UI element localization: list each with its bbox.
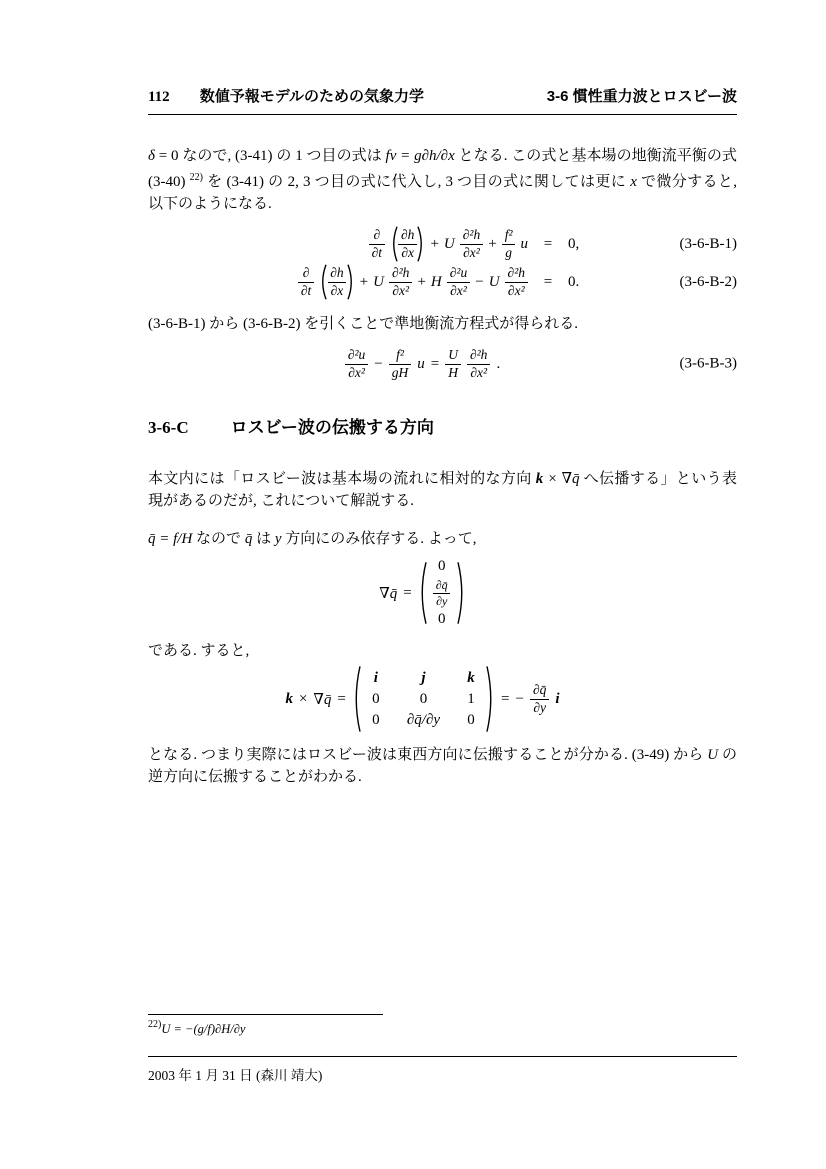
operator: −	[374, 355, 383, 372]
symbol-U: U	[488, 273, 500, 290]
book-title: 数値予報モデルのための気象力学	[199, 88, 424, 105]
equation-rhs: 0,	[568, 235, 580, 252]
equation-label: (3-6-B-1)	[679, 235, 737, 252]
right-paren	[347, 264, 355, 300]
equation-lhs	[148, 264, 528, 300]
nabla-qbar: ∇q̄	[313, 691, 332, 708]
equation-lhs	[148, 226, 528, 262]
operator: +	[417, 273, 426, 290]
fraction: $\frac{\text{f²}}{gH}$	[389, 347, 412, 380]
inline-math-y: y	[274, 531, 282, 547]
symbol-U: U	[373, 273, 384, 290]
period: .	[496, 355, 501, 372]
equals-sign: =	[501, 690, 510, 707]
paren-group	[319, 264, 354, 300]
chapter-title: 3-6 慣性重力波とロスビー波	[546, 88, 737, 105]
paragraph-section-intro	[148, 468, 737, 512]
section-heading	[148, 413, 737, 438]
paragraph-derivation	[148, 313, 737, 335]
operator: +	[359, 273, 369, 290]
text-run: を (3-41) の 2, 3 つ目の式に代入し, 3 つ目の式に関しては更に	[202, 174, 631, 190]
inline-math-qbar: q̄	[244, 531, 253, 547]
equation-grad-q	[148, 560, 737, 626]
fraction: $\frac{\partial h}{\partial x}$	[398, 227, 417, 260]
minus-sign: −	[515, 690, 524, 707]
equals-sign: =	[337, 690, 346, 707]
text-run: へ伝播する」という表現があるのだが, これについて解説する.	[148, 471, 737, 509]
footnote-marker: 22)	[148, 1019, 162, 1030]
symbol-k-vector: k	[285, 690, 293, 707]
fraction: $\frac{\partial}{\partial t}$	[369, 227, 385, 260]
fraction: $\frac{\text{∂²u}}{\text{∂x²}}$	[345, 347, 368, 380]
inline-math-fv: fv = g∂h/∂x	[385, 148, 455, 164]
equals-sign: =	[430, 355, 440, 372]
column-vector	[418, 558, 466, 628]
fraction: $\frac{\text{∂²h}}{\text{∂x²}}$	[505, 265, 528, 298]
fraction: $\frac{U}{H}$	[445, 347, 461, 380]
text-run: となる. この式と基本場の地衡流平衡の式 (3-40)	[148, 148, 737, 190]
determinant-matrix	[352, 665, 495, 733]
paren-group	[390, 226, 425, 262]
inline-math-k: k	[535, 471, 544, 487]
operator: −	[475, 273, 484, 290]
matrix-cell: k	[467, 669, 475, 686]
equation-3-6-B-3	[148, 343, 737, 385]
nabla-qbar: ∇q̄	[379, 585, 398, 602]
left-paren	[418, 561, 427, 625]
text-run: = 0 なので, (3-41) の 1 つ目の式は	[154, 148, 386, 164]
matrix-cell: 0	[467, 711, 475, 728]
matrix-cell: 0	[372, 711, 380, 728]
paragraph-intro	[148, 145, 737, 215]
fraction: $\frac{\partial h}{\partial x}$	[327, 265, 346, 298]
right-paren	[486, 665, 495, 733]
text-run: となる. つまり実際にはロスビー波は東西方向に伝搬することが分かる. (3-49) から	[148, 747, 708, 763]
equals-sign: =	[403, 584, 412, 601]
footnote-math: U = −(g/f)∂H/∂y	[161, 1022, 246, 1036]
symbol-U: U	[443, 235, 455, 252]
page-header	[148, 85, 737, 115]
symbol-i-vector: i	[555, 690, 560, 707]
paragraph-qbar	[148, 528, 737, 550]
inline-math-qbar-def: q̄ = f/H	[148, 531, 193, 547]
right-paren	[417, 226, 425, 262]
matrix-cell: ∂q̄/∂y	[406, 711, 441, 728]
equals-sign: =	[543, 235, 553, 252]
vector-entries	[427, 558, 457, 628]
times-sign: ×	[298, 690, 308, 707]
matrix-cell: 1	[467, 690, 475, 707]
fraction: $\frac{\text{f²}}{g}$	[502, 227, 516, 260]
equals-sign: =	[543, 273, 553, 290]
fraction: $\frac{\partial q̄}{\partial y}$	[433, 578, 451, 608]
matrix-cell: j	[421, 669, 426, 686]
operator: +	[488, 235, 497, 252]
left-paren	[319, 264, 327, 300]
fraction: $\frac{\text{∂²u}}{\text{∂x²}}$	[447, 265, 470, 298]
matrix-cell: i	[373, 669, 378, 686]
vector-entry: 0	[437, 610, 446, 627]
footer-date-author: 2003 年 1 月 31 日 (森川 靖大)	[148, 1068, 323, 1083]
text-run: 方向にのみ依存する. よって,	[281, 531, 477, 547]
text-run: なので	[192, 531, 245, 547]
text-run: 本文内には「ロスビー波は基本場の流れに相対的な方向	[148, 471, 536, 487]
equation-3-6-B-1	[148, 225, 737, 263]
inline-math-delta: δ	[148, 148, 155, 164]
matrix-cell: 0	[372, 690, 380, 707]
fraction: $\frac{\text{∂²h}}{\text{∂x²}}$	[460, 227, 483, 260]
fraction: $\frac{\text{∂²h}}{\text{∂x²}}$	[389, 265, 412, 298]
vector-entry: 0	[437, 558, 446, 575]
equation-label: (3-6-B-3)	[679, 355, 737, 372]
page-footer	[148, 1056, 737, 1084]
fraction: $\frac{\partial}{\partial t}$	[298, 265, 314, 298]
operator: +	[430, 235, 439, 252]
equation-cross-product	[148, 664, 737, 734]
section-title: ロスビー波の伝搬する方向	[230, 418, 434, 437]
page-number: 112	[148, 89, 170, 105]
page-content	[148, 85, 737, 788]
symbol-u: u	[520, 235, 528, 252]
paragraph-then	[148, 640, 737, 662]
footnote-text	[148, 1019, 737, 1037]
matrix-entries	[361, 670, 486, 729]
symbol-u: u	[417, 355, 425, 372]
fraction: $\frac{\text{∂²h}}{\text{∂x²}}$	[467, 347, 490, 380]
section-number: 3-6-C	[148, 418, 189, 437]
text-run: である. すると,	[148, 643, 250, 659]
text-run: で微分すると, 以下のようになる.	[148, 174, 737, 212]
right-paren	[457, 561, 466, 625]
symbol-H: H	[430, 273, 442, 290]
paragraph-conclusion	[148, 744, 737, 788]
fraction: $\frac{\partial q̄}{\partial y}$	[530, 682, 549, 715]
equation-label: (3-6-B-2)	[679, 273, 737, 290]
inline-math-gradq: × ∇q̄	[543, 471, 580, 487]
inline-math-x: x	[630, 174, 637, 190]
equation-3-6-B-2	[148, 263, 737, 301]
equation-rhs: 0.	[568, 273, 580, 290]
text-run: は	[252, 531, 275, 547]
footnote-rule	[148, 1014, 383, 1015]
footnote-block	[148, 1014, 737, 1037]
left-paren	[352, 665, 361, 733]
matrix-cell: 0	[419, 690, 428, 707]
inline-math-U: U	[707, 747, 719, 763]
text-run: の逆方向に伝搬することがわかる.	[148, 747, 737, 785]
text-run: (3-6-B-1) から (3-6-B-2) を引くことで準地衡流方程式が得られる.	[148, 316, 578, 332]
left-paren	[390, 226, 398, 262]
footnote-reference: 22)	[189, 172, 203, 183]
